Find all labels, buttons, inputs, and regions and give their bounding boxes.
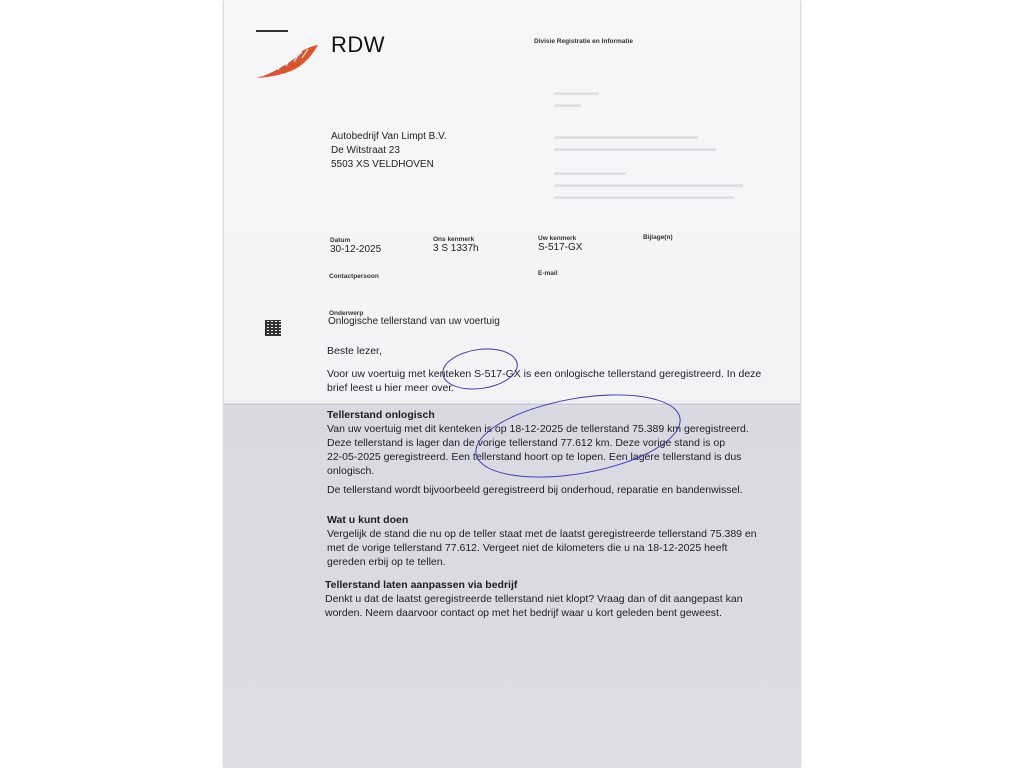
- division-name: Divisie Registratie en Informatie: [534, 38, 633, 45]
- section-line: 22-05-2025 geregistreerd. Een tellerstand hoort op te lopen. Een lagere tellerstand is dus: [327, 451, 742, 463]
- section-line: worden. Neem daarvoor contact op met het bedrijf waar u kort geleden bent geweest.: [325, 607, 722, 619]
- paper-fold: [224, 402, 800, 405]
- intro-line-2: brief leest u hier meer over.: [327, 382, 455, 394]
- letter-sheet: [224, 0, 800, 768]
- recipient-company: Autobedrijf Van Limpt B.V.: [331, 131, 447, 142]
- ons-kenmerk-label: Ons kenmerk: [433, 236, 475, 243]
- section-title: Wat u kunt doen: [327, 514, 409, 526]
- section-line: Denkt u dat de laatst geregistreerde tellerstand niet klopt? Vraag dan of dit aangepast kan: [325, 593, 743, 605]
- section-tellerstand-aanpassen: [325, 578, 765, 620]
- section-wat-u-kunt-doen: [327, 513, 767, 569]
- intro-line-1: Voor uw voertuig met kenteken S-517-GX is een onlogische tellerstand geregistreerd. In deze: [327, 368, 762, 380]
- contactpersoon-label: Contactpersoon: [329, 273, 379, 280]
- background-right: [800, 0, 1024, 768]
- show-through-text: ▬▬▬▬▬▬▬▬▬▬▬▬▬▬▬▬ ▬▬▬▬▬▬▬▬▬▬▬▬▬▬▬▬▬▬ ▬▬▬▬▬▬▬▬ ▬▬▬▬▬▬▬▬▬▬▬▬▬▬▬▬▬▬▬▬▬ ▬▬▬▬▬▬▬▬▬▬▬▬▬▬▬▬▬▬▬▬: [554, 131, 743, 201]
- section-title: Tellerstand onlogisch: [327, 409, 435, 421]
- email-label: E-mail: [538, 270, 558, 277]
- datum-label: Datum: [330, 237, 351, 244]
- uw-kenmerk-value: S-517-GX: [538, 242, 583, 253]
- uw-kenmerk-label: Uw kenmerk: [538, 235, 577, 242]
- header-rule: [256, 30, 288, 32]
- salutation: Beste lezer,: [327, 345, 382, 357]
- datamatrix-code-icon: [265, 320, 281, 336]
- onderwerp-label: Onderwerp: [329, 310, 364, 317]
- recipient-city: 5503 XS VELDHOVEN: [331, 159, 434, 170]
- section-line: Van uw voertuig met dit kenteken is op 18-12-2025 de tellerstand 75.389 km geregistreerd.: [327, 423, 749, 435]
- ons-kenmerk-value: 3 S 1337h: [433, 243, 479, 254]
- section-line: Vergelijk de stand die nu op de teller staat met de laatst geregistreerde tellerstand 75.389 en: [327, 528, 757, 540]
- paragraph-registratie: De tellerstand wordt bijvoorbeeld geregistreerd bij onderhoud, reparatie en bandenwissel.: [327, 484, 743, 496]
- datum-value: 30-12-2025: [330, 244, 382, 255]
- recipient-address: [331, 130, 447, 172]
- section-title: Tellerstand laten aanpassen via bedrijf: [325, 579, 518, 591]
- brand-name: RDW: [331, 32, 386, 57]
- rdw-feather-logo-icon: [254, 44, 320, 80]
- section-line: onlogisch.: [327, 465, 375, 477]
- bijlage-label: Bijlage(n): [643, 234, 673, 241]
- onderwerp-value: Onlogische tellerstand van uw voertuig: [328, 316, 500, 327]
- show-through-text: ▬▬▬▬▬ ▬▬▬: [554, 87, 599, 109]
- recipient-street: De Witstraat 23: [331, 145, 400, 156]
- section-line: gereden erbij op te tellen.: [327, 556, 446, 568]
- section-line: met de vorige tellerstand 77.612. Vergeet niet de kilometers die u na 18-12-2025 heeft: [327, 542, 728, 554]
- intro-paragraph: [327, 367, 767, 395]
- section-line: Deze tellerstand is lager dan de vorige tellerstand 77.612 km. Deze vorige stand is op: [327, 437, 726, 449]
- background-left: [0, 0, 222, 768]
